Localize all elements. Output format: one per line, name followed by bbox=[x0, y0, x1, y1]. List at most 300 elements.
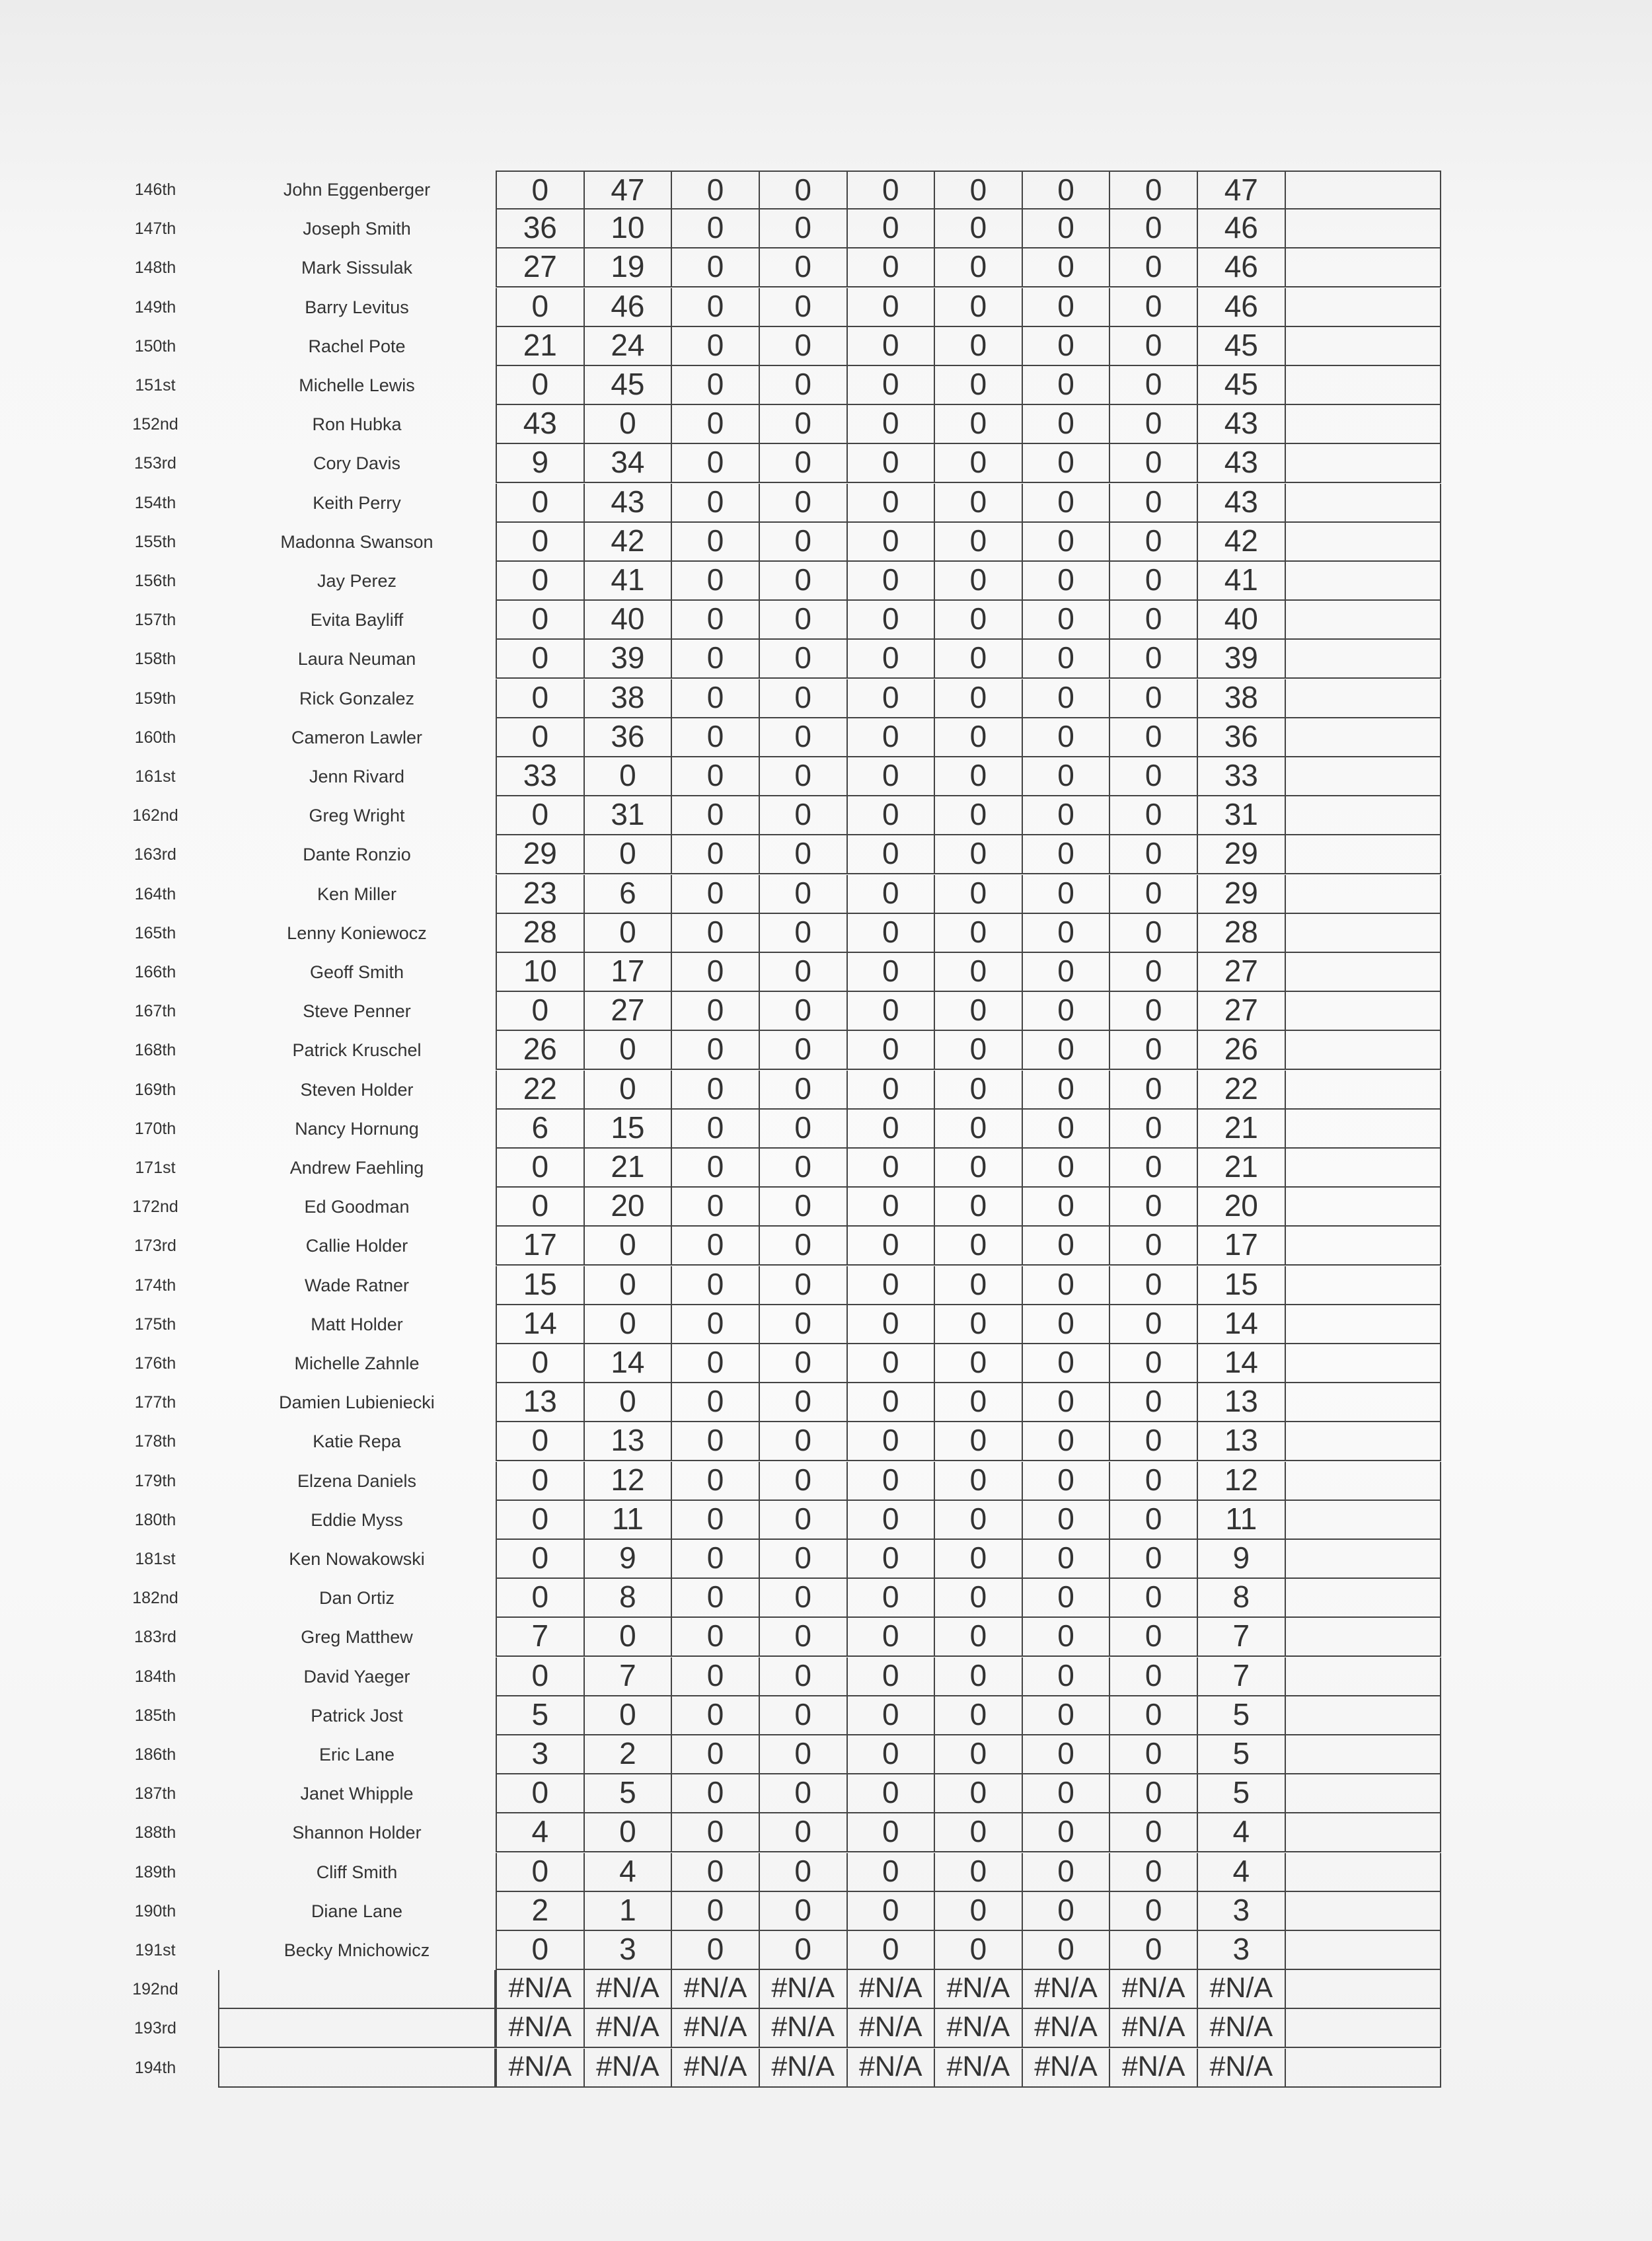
score-cell: 0 bbox=[935, 1422, 1023, 1460]
player-name: Damien Lubieniecki bbox=[279, 1392, 435, 1413]
score-cell: 0 bbox=[935, 484, 1023, 521]
table-row bbox=[0, 1931, 1652, 1970]
rank-label: 173rd bbox=[134, 1236, 176, 1256]
rank-label: 179th bbox=[134, 1471, 176, 1490]
player-name: Geoff Smith bbox=[309, 962, 404, 982]
empty-cell bbox=[1286, 1227, 1440, 1264]
score-cell: 0 bbox=[1110, 1305, 1198, 1343]
score-cells bbox=[496, 2049, 1441, 2088]
table-row bbox=[0, 1696, 1652, 1735]
score-cell: 0 bbox=[760, 1110, 848, 1147]
table-row bbox=[0, 1853, 1652, 1892]
score-cell: 0 bbox=[1023, 953, 1111, 991]
score-cell: 0 bbox=[1023, 914, 1111, 952]
score-cell: 0 bbox=[585, 1227, 673, 1264]
score-cell: 0 bbox=[848, 366, 936, 404]
table-row bbox=[0, 1970, 1652, 2009]
score-cell: #N/A bbox=[585, 1970, 673, 2008]
player-name: Ron Hubka bbox=[312, 414, 402, 435]
rank-label: 160th bbox=[134, 728, 176, 747]
score-cell: 0 bbox=[1110, 1031, 1198, 1069]
score-cell: 0 bbox=[585, 835, 673, 873]
score-cell: 17 bbox=[585, 953, 673, 991]
score-cell: 0 bbox=[760, 1422, 848, 1460]
score-cell: 23 bbox=[497, 875, 585, 913]
score-cell: 0 bbox=[672, 1657, 760, 1695]
table-row bbox=[0, 1071, 1652, 1110]
score-cell: 0 bbox=[672, 796, 760, 834]
rank-label: 147th bbox=[134, 219, 176, 239]
empty-cell bbox=[1286, 1149, 1440, 1186]
score-cell: 0 bbox=[935, 757, 1023, 795]
score-cell: 0 bbox=[935, 601, 1023, 638]
score-cell: #N/A bbox=[848, 2049, 936, 2086]
empty-cell bbox=[1286, 1344, 1440, 1382]
score-cells bbox=[496, 444, 1441, 483]
rank-label: 161st bbox=[135, 767, 176, 786]
score-cell: 22 bbox=[497, 1071, 585, 1108]
score-cell: 0 bbox=[848, 1227, 936, 1264]
empty-cell bbox=[1286, 601, 1440, 638]
score-cell: 0 bbox=[1110, 1657, 1198, 1695]
score-cell: 0 bbox=[1023, 796, 1111, 834]
score-cell: 0 bbox=[935, 1501, 1023, 1538]
score-cell: 0 bbox=[1023, 1735, 1111, 1773]
score-cell: 0 bbox=[760, 1305, 848, 1343]
score-cells bbox=[496, 601, 1441, 640]
total-cell: 9 bbox=[1198, 1540, 1286, 1577]
total-cell: 11 bbox=[1198, 1501, 1286, 1538]
score-cell: 0 bbox=[1110, 875, 1198, 913]
score-cells bbox=[496, 875, 1441, 914]
empty-cell bbox=[1286, 1696, 1440, 1734]
score-cell: 33 bbox=[497, 757, 585, 795]
score-cell: 13 bbox=[585, 1422, 673, 1460]
score-cell: 0 bbox=[935, 1735, 1023, 1773]
score-cell: 7 bbox=[585, 1657, 673, 1695]
table-row bbox=[0, 914, 1652, 953]
score-cell: 0 bbox=[1110, 1462, 1198, 1500]
rank-label: 152nd bbox=[132, 415, 178, 434]
score-cell: 0 bbox=[1023, 172, 1111, 208]
score-cell: 0 bbox=[935, 1266, 1023, 1304]
score-cell: 28 bbox=[497, 914, 585, 952]
total-cell: 4 bbox=[1198, 1813, 1286, 1851]
empty-cell bbox=[1286, 1735, 1440, 1773]
score-cell: 0 bbox=[1110, 1813, 1198, 1851]
score-cell: 0 bbox=[848, 1501, 936, 1538]
score-cell: #N/A bbox=[672, 2009, 760, 2047]
score-cell: 0 bbox=[497, 366, 585, 404]
score-cell: 0 bbox=[760, 209, 848, 247]
total-cell: 27 bbox=[1198, 953, 1286, 991]
score-cell: 0 bbox=[497, 484, 585, 521]
score-cell: 0 bbox=[848, 209, 936, 247]
empty-cell bbox=[1286, 992, 1440, 1030]
score-cell: 0 bbox=[585, 405, 673, 443]
score-cells bbox=[496, 484, 1441, 523]
score-cells bbox=[496, 327, 1441, 366]
player-name bbox=[218, 2049, 496, 2088]
total-cell: 14 bbox=[1198, 1344, 1286, 1382]
player-name: Greg Wright bbox=[309, 806, 405, 826]
player-name: Jenn Rivard bbox=[309, 767, 405, 786]
score-cell: 11 bbox=[585, 1501, 673, 1538]
score-cell: 0 bbox=[672, 327, 760, 365]
total-cell: 5 bbox=[1198, 1774, 1286, 1812]
empty-cell bbox=[1286, 875, 1440, 913]
total-cell: #N/A bbox=[1198, 2049, 1286, 2086]
score-cell: 0 bbox=[672, 914, 760, 952]
total-cell: 8 bbox=[1198, 1579, 1286, 1616]
score-cell: 0 bbox=[672, 523, 760, 560]
score-cell: 0 bbox=[848, 1931, 936, 1969]
score-cell: 36 bbox=[585, 718, 673, 756]
score-cell: 0 bbox=[935, 1149, 1023, 1186]
rank-label: 189th bbox=[134, 1862, 176, 1881]
score-cell: 0 bbox=[760, 953, 848, 991]
total-cell: 33 bbox=[1198, 757, 1286, 795]
score-cell: 0 bbox=[1023, 835, 1111, 873]
score-cell: 0 bbox=[1110, 601, 1198, 638]
rank-label: 163rd bbox=[134, 845, 176, 864]
score-cell: 0 bbox=[848, 1422, 936, 1460]
empty-cell bbox=[1286, 718, 1440, 756]
score-cell: 0 bbox=[848, 172, 936, 208]
player-name: Mark Sissulak bbox=[301, 258, 413, 278]
score-cell: 0 bbox=[935, 1579, 1023, 1616]
table-row bbox=[0, 1579, 1652, 1618]
total-cell: 15 bbox=[1198, 1266, 1286, 1304]
table-row bbox=[0, 484, 1652, 523]
score-cells bbox=[496, 1501, 1441, 1540]
score-cell: 0 bbox=[1023, 1188, 1111, 1225]
total-cell: 7 bbox=[1198, 1657, 1286, 1695]
player-name: Greg Matthew bbox=[301, 1627, 413, 1648]
score-cell: 0 bbox=[497, 1422, 585, 1460]
player-name: Katie Repa bbox=[313, 1431, 401, 1452]
score-cell: 0 bbox=[848, 1774, 936, 1812]
rank-label: 194th bbox=[134, 2058, 176, 2077]
score-cell: 0 bbox=[1110, 1383, 1198, 1421]
score-cell: #N/A bbox=[1023, 1970, 1111, 2008]
score-cells bbox=[496, 1931, 1441, 1970]
score-cell: 0 bbox=[760, 1579, 848, 1616]
table-row bbox=[0, 1892, 1652, 1931]
score-cell: 0 bbox=[672, 1305, 760, 1343]
score-cell: 0 bbox=[935, 327, 1023, 365]
empty-cell bbox=[1286, 1540, 1440, 1577]
player-name: John Eggenberger bbox=[283, 180, 431, 200]
score-cell: 0 bbox=[1023, 1813, 1111, 1851]
total-cell: 43 bbox=[1198, 444, 1286, 482]
score-cell: 0 bbox=[672, 248, 760, 286]
score-cells bbox=[496, 835, 1441, 874]
score-cell: 0 bbox=[1023, 640, 1111, 677]
score-cell: 0 bbox=[1110, 718, 1198, 756]
player-name: Laura Neuman bbox=[297, 649, 416, 669]
score-cell: #N/A bbox=[1110, 2009, 1198, 2047]
score-cell: 5 bbox=[585, 1774, 673, 1812]
table-row bbox=[0, 2049, 1652, 2088]
score-cell: 10 bbox=[585, 209, 673, 247]
score-cell: 0 bbox=[848, 835, 936, 873]
score-cell: 0 bbox=[672, 1266, 760, 1304]
score-cell: 0 bbox=[1023, 1579, 1111, 1616]
score-cell: 0 bbox=[672, 366, 760, 404]
score-cell: 17 bbox=[497, 1227, 585, 1264]
score-cell: 0 bbox=[848, 875, 936, 913]
score-cell: 0 bbox=[585, 757, 673, 795]
rank-label: 156th bbox=[134, 572, 176, 590]
score-cell: 0 bbox=[585, 1813, 673, 1851]
table-row bbox=[0, 1383, 1652, 1422]
score-cell: 0 bbox=[1110, 640, 1198, 677]
player-name: Jay Perez bbox=[317, 571, 397, 591]
score-cells bbox=[496, 288, 1441, 327]
score-cell: 0 bbox=[760, 1657, 848, 1695]
table-row bbox=[0, 1266, 1652, 1305]
score-cell: 0 bbox=[672, 1892, 760, 1930]
score-cell: 0 bbox=[1023, 366, 1111, 404]
score-cells bbox=[496, 1383, 1441, 1422]
score-cell: 0 bbox=[1023, 1110, 1111, 1147]
score-cell: 0 bbox=[935, 640, 1023, 677]
score-cell: 0 bbox=[1023, 757, 1111, 795]
score-cells bbox=[496, 1696, 1441, 1735]
score-cell: 0 bbox=[760, 718, 848, 756]
empty-cell bbox=[1286, 1657, 1440, 1695]
score-cell: 0 bbox=[935, 992, 1023, 1030]
score-cell: 0 bbox=[1023, 1344, 1111, 1382]
score-cell: 43 bbox=[497, 405, 585, 443]
score-cell: 0 bbox=[1023, 1618, 1111, 1655]
empty-cell bbox=[1286, 248, 1440, 286]
score-cell: 4 bbox=[497, 1813, 585, 1851]
score-cell: #N/A bbox=[1023, 2049, 1111, 2086]
table-row bbox=[0, 640, 1652, 679]
player-name: Patrick Jost bbox=[311, 1705, 403, 1726]
total-cell: 14 bbox=[1198, 1305, 1286, 1343]
rank-label: 192nd bbox=[132, 1980, 178, 1999]
score-cell: 0 bbox=[1023, 1149, 1111, 1186]
score-cell: 0 bbox=[935, 1813, 1023, 1851]
score-cell: 0 bbox=[1110, 523, 1198, 560]
score-cells bbox=[496, 171, 1441, 209]
score-cell: 0 bbox=[585, 914, 673, 952]
score-cell: 0 bbox=[848, 1344, 936, 1382]
player-name: Cameron Lawler bbox=[291, 727, 423, 747]
empty-cell bbox=[1286, 1853, 1440, 1891]
score-cell: 0 bbox=[935, 953, 1023, 991]
score-cell: 0 bbox=[935, 1110, 1023, 1147]
total-cell: 43 bbox=[1198, 405, 1286, 443]
score-cell: 0 bbox=[672, 1383, 760, 1421]
score-cell: 0 bbox=[848, 992, 936, 1030]
score-cell: 0 bbox=[1023, 1383, 1111, 1421]
empty-cell bbox=[1286, 1188, 1440, 1225]
table-row bbox=[0, 757, 1652, 796]
score-cell: 0 bbox=[848, 1735, 936, 1773]
total-cell: #N/A bbox=[1198, 1970, 1286, 2008]
score-cell: 0 bbox=[1023, 209, 1111, 247]
score-cell: 4 bbox=[585, 1853, 673, 1891]
score-cell: 0 bbox=[760, 757, 848, 795]
table-row bbox=[0, 835, 1652, 874]
score-cell: 0 bbox=[760, 796, 848, 834]
score-cells bbox=[496, 1579, 1441, 1618]
score-cell: #N/A bbox=[585, 2049, 673, 2086]
score-cell: 0 bbox=[1023, 523, 1111, 560]
rank-label: 149th bbox=[134, 297, 176, 317]
rank-label: 148th bbox=[134, 258, 176, 278]
score-cell: 2 bbox=[497, 1892, 585, 1930]
score-cell: 0 bbox=[1110, 405, 1198, 443]
score-cell: #N/A bbox=[497, 2049, 585, 2086]
score-cell: 0 bbox=[497, 1462, 585, 1500]
score-cell: 0 bbox=[848, 288, 936, 326]
score-cell: #N/A bbox=[1023, 2009, 1111, 2047]
score-cells bbox=[496, 1540, 1441, 1579]
score-cell: 0 bbox=[848, 1031, 936, 1069]
score-cell: 0 bbox=[1110, 1892, 1198, 1930]
score-cell: 0 bbox=[672, 1813, 760, 1851]
score-cell: 0 bbox=[1110, 288, 1198, 326]
player-name bbox=[218, 1970, 496, 2009]
score-cells bbox=[496, 1110, 1441, 1149]
table-row bbox=[0, 601, 1652, 640]
score-cell: 0 bbox=[497, 1579, 585, 1616]
score-cell: 0 bbox=[760, 1853, 848, 1891]
score-cell: 0 bbox=[672, 1579, 760, 1616]
score-cell: 0 bbox=[1023, 1422, 1111, 1460]
empty-cell bbox=[1286, 444, 1440, 482]
empty-cell bbox=[1286, 1305, 1440, 1343]
total-cell: 36 bbox=[1198, 718, 1286, 756]
score-cell: 13 bbox=[497, 1383, 585, 1421]
empty-cell bbox=[1286, 1031, 1440, 1069]
empty-cell bbox=[1286, 2049, 1440, 2086]
total-cell: 29 bbox=[1198, 875, 1286, 913]
score-cell: 0 bbox=[848, 601, 936, 638]
total-cell: 22 bbox=[1198, 1071, 1286, 1108]
player-name: Janet Whipple bbox=[300, 1784, 414, 1804]
total-cell: 21 bbox=[1198, 1110, 1286, 1147]
score-cells bbox=[496, 1344, 1441, 1383]
score-cell: 20 bbox=[585, 1188, 673, 1225]
score-cell: 0 bbox=[848, 1305, 936, 1343]
score-cell: 0 bbox=[672, 1071, 760, 1108]
score-cell: 0 bbox=[935, 1892, 1023, 1930]
empty-cell bbox=[1286, 484, 1440, 521]
player-name: Michelle Zahnle bbox=[294, 1353, 420, 1373]
score-cell: 0 bbox=[760, 327, 848, 365]
score-cell: 0 bbox=[760, 248, 848, 286]
score-cell: 0 bbox=[848, 248, 936, 286]
empty-cell bbox=[1286, 1501, 1440, 1538]
total-cell: 27 bbox=[1198, 992, 1286, 1030]
score-cell: 0 bbox=[1110, 796, 1198, 834]
score-cell: #N/A bbox=[935, 2049, 1023, 2086]
score-cell: 0 bbox=[1110, 1266, 1198, 1304]
score-cell: 43 bbox=[585, 484, 673, 521]
score-cell: #N/A bbox=[672, 2049, 760, 2086]
rank-label: 193rd bbox=[134, 2019, 176, 2038]
empty-cell bbox=[1286, 366, 1440, 404]
score-cells bbox=[496, 640, 1441, 679]
score-cell: 6 bbox=[585, 875, 673, 913]
table-row bbox=[0, 288, 1652, 327]
score-cell: 0 bbox=[672, 757, 760, 795]
table-row bbox=[0, 718, 1652, 757]
total-cell: 3 bbox=[1198, 1892, 1286, 1930]
total-cell: 5 bbox=[1198, 1696, 1286, 1734]
score-cell: 0 bbox=[760, 562, 848, 599]
score-cell: 0 bbox=[935, 248, 1023, 286]
score-cell: 0 bbox=[1110, 757, 1198, 795]
score-cells bbox=[496, 796, 1441, 835]
empty-cell bbox=[1286, 1774, 1440, 1812]
score-cell: #N/A bbox=[1110, 1970, 1198, 2008]
score-cell: 0 bbox=[935, 562, 1023, 599]
score-cell: 0 bbox=[848, 1853, 936, 1891]
empty-cell bbox=[1286, 1383, 1440, 1421]
player-name: Dante Ronzio bbox=[303, 845, 411, 865]
table-row bbox=[0, 1657, 1652, 1696]
rank-label: 155th bbox=[134, 532, 176, 551]
player-name: Rachel Pote bbox=[308, 336, 406, 356]
score-cell: 5 bbox=[497, 1696, 585, 1734]
table-row bbox=[0, 1813, 1652, 1852]
score-cell: 0 bbox=[848, 796, 936, 834]
player-name: Eric Lane bbox=[319, 1745, 395, 1765]
score-cell: 0 bbox=[672, 172, 760, 208]
score-cell: 0 bbox=[935, 366, 1023, 404]
table-row bbox=[0, 1344, 1652, 1383]
score-cell: 0 bbox=[1110, 1618, 1198, 1655]
rank-label: 164th bbox=[134, 884, 176, 903]
score-cell: 0 bbox=[935, 1188, 1023, 1225]
score-cell: 36 bbox=[497, 209, 585, 247]
score-cell: 0 bbox=[497, 172, 585, 208]
player-name: Andrew Faehling bbox=[289, 1158, 424, 1178]
score-cell: 0 bbox=[497, 1931, 585, 1969]
score-cell: 0 bbox=[848, 405, 936, 443]
score-cells bbox=[496, 523, 1441, 562]
score-cell: 41 bbox=[585, 562, 673, 599]
score-cell: 0 bbox=[672, 562, 760, 599]
score-cell: 0 bbox=[497, 1774, 585, 1812]
score-cell: 0 bbox=[585, 1266, 673, 1304]
score-cell: 0 bbox=[672, 1031, 760, 1069]
rank-label: 183rd bbox=[134, 1628, 176, 1647]
table-row bbox=[0, 405, 1652, 444]
score-cell: 0 bbox=[672, 953, 760, 991]
score-cell: 0 bbox=[672, 1931, 760, 1969]
score-cell: 0 bbox=[848, 1188, 936, 1225]
score-cell: 12 bbox=[585, 1462, 673, 1500]
score-cell: 0 bbox=[672, 1540, 760, 1577]
score-cell: 0 bbox=[848, 1462, 936, 1500]
score-cell: 0 bbox=[497, 1501, 585, 1538]
score-cell: 0 bbox=[1023, 1892, 1111, 1930]
total-cell: 45 bbox=[1198, 327, 1286, 365]
player-name: Diane Lane bbox=[311, 1901, 403, 1921]
score-cell: 0 bbox=[672, 1618, 760, 1655]
score-cell: 0 bbox=[1110, 1149, 1198, 1186]
score-cell: #N/A bbox=[848, 1970, 936, 2008]
score-cell: 0 bbox=[760, 1344, 848, 1382]
